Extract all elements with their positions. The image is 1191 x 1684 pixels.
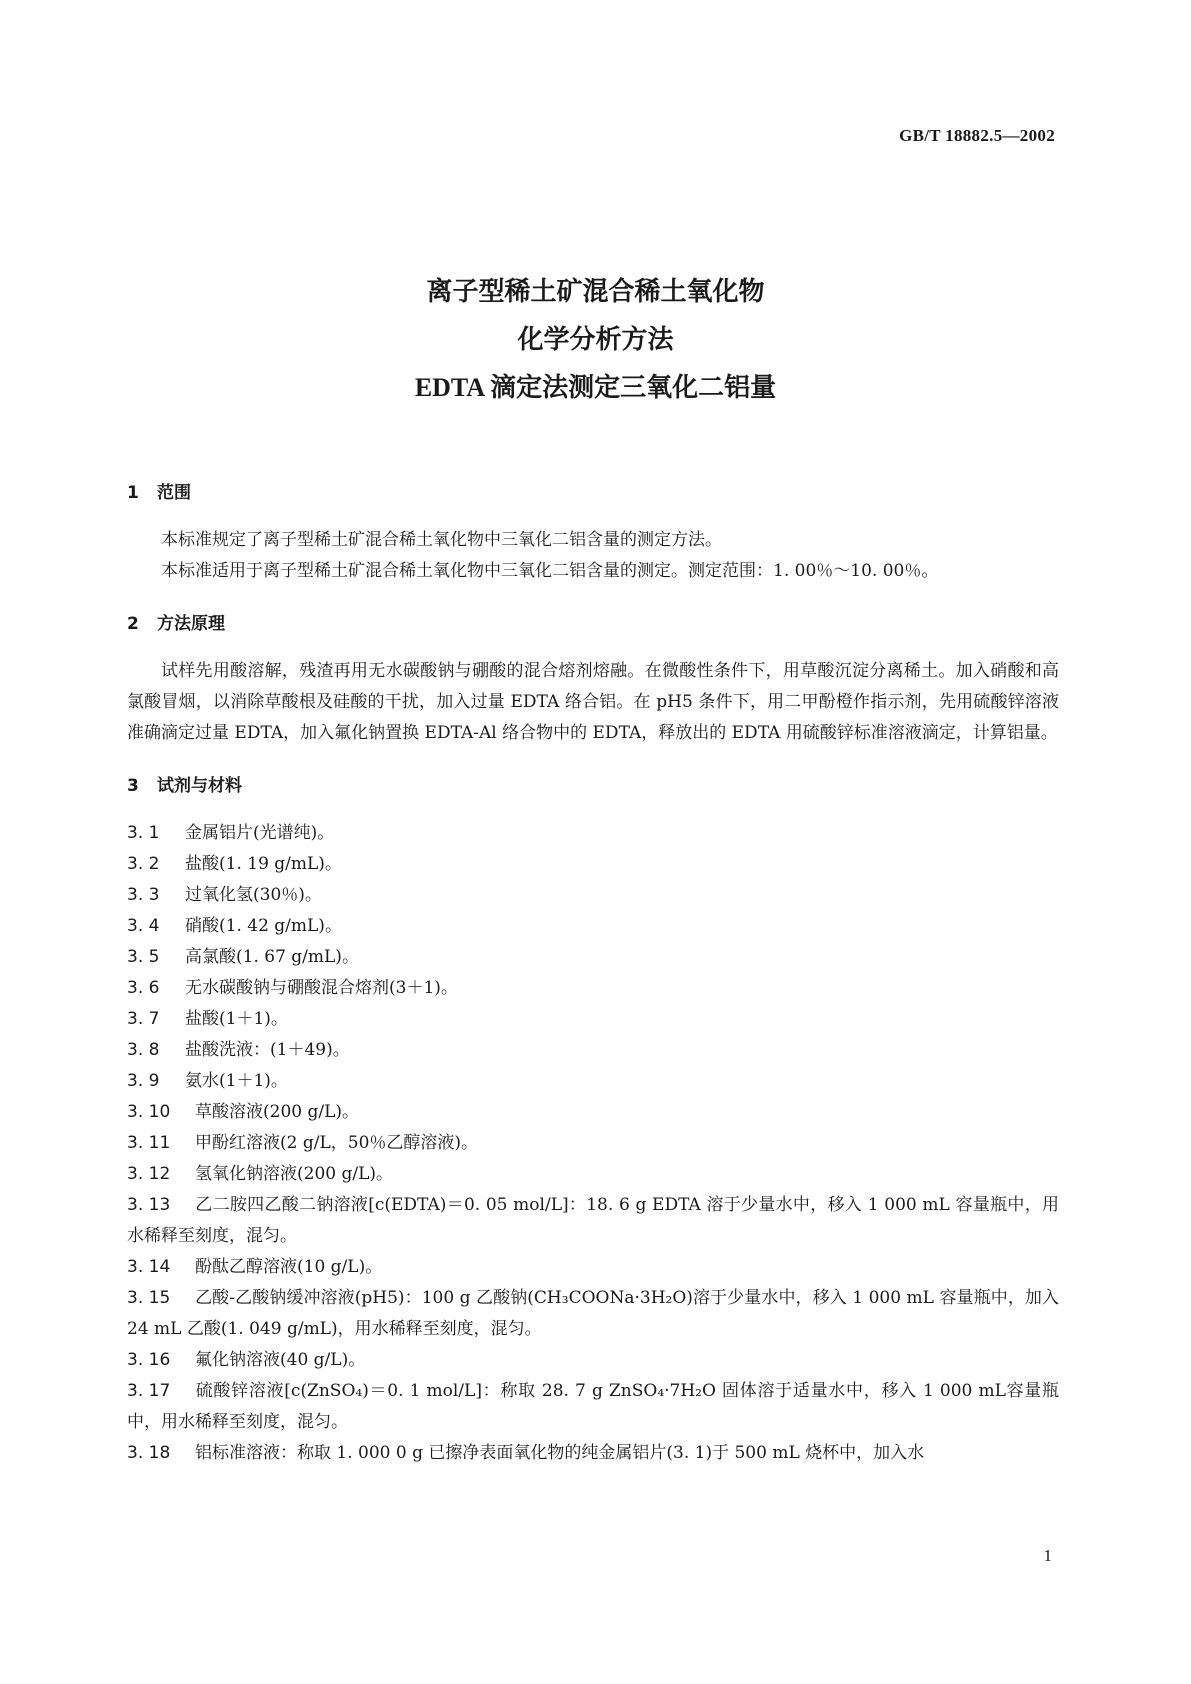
list-item bbox=[127, 911, 1059, 942]
item-text: 盐酸(1. 19 g/mL)。 bbox=[185, 854, 342, 874]
document-body bbox=[127, 478, 1059, 1469]
item-text: 氢氧化钠溶液(200 g/L)。 bbox=[195, 1164, 394, 1184]
list-item bbox=[127, 1159, 1059, 1190]
item-number: 3. 13 bbox=[127, 1195, 171, 1215]
section-title: 试剂与材料 bbox=[157, 776, 242, 796]
item-text: 乙酸-乙酸钠缓冲溶液(pH5)：100 g 乙酸钠(CH₃COONa·3H₂O)溶于少量水中，移入 1 000 mL 容量瓶中，加入 24 mL 乙酸(1. 049 g/mL)，用水稀释至刻度，混匀。 bbox=[127, 1288, 1059, 1339]
item-text: 盐酸(1＋1)。 bbox=[185, 1009, 288, 1029]
list-item bbox=[127, 880, 1059, 911]
item-text: 盐酸洗液：(1＋49)。 bbox=[185, 1040, 350, 1060]
standard-code: GB/T 18882.5—2002 bbox=[899, 126, 1055, 145]
list-item bbox=[127, 1438, 1059, 1469]
item-number: 3. 17 bbox=[127, 1381, 171, 1401]
item-text: 乙二胺四乙酸二钠溶液[c(EDTA)＝0. 05 mol/L]：18. 6 g EDTA 溶于少量水中，移入 1 000 mL 容量瓶中，用水稀释至刻度，混匀。 bbox=[127, 1195, 1059, 1246]
item-number: 3. 8 bbox=[127, 1040, 160, 1060]
item-number: 3. 7 bbox=[127, 1009, 160, 1029]
list-item bbox=[127, 849, 1059, 880]
item-number: 3. 2 bbox=[127, 854, 160, 874]
section-number: 2 bbox=[127, 614, 139, 634]
list-item bbox=[127, 1097, 1059, 1128]
list-item bbox=[127, 1004, 1059, 1035]
list-item bbox=[127, 1345, 1059, 1376]
item-text: 酚酞乙醇溶液(10 g/L)。 bbox=[195, 1257, 383, 1277]
item-number: 3. 16 bbox=[127, 1350, 171, 1370]
section-number: 3 bbox=[127, 776, 139, 796]
item-number: 3. 12 bbox=[127, 1164, 171, 1184]
item-text: 硝酸(1. 42 g/mL)。 bbox=[185, 916, 342, 936]
item-number: 3. 6 bbox=[127, 978, 160, 998]
item-number: 3. 3 bbox=[127, 885, 160, 905]
document-title bbox=[0, 268, 1191, 412]
title-line-2: 化学分析方法 bbox=[517, 325, 674, 355]
paragraph: 本标准适用于离子型稀土矿混合稀土氧化物中三氧化二铝含量的测定。测定范围：1. 00％～10. 00％。 bbox=[161, 561, 939, 581]
section-heading-scope bbox=[127, 478, 1059, 503]
item-number: 3. 9 bbox=[127, 1071, 160, 1091]
list-item bbox=[127, 973, 1059, 1004]
list-item bbox=[127, 1376, 1059, 1438]
item-text: 过氧化氢(30％)。 bbox=[185, 885, 322, 905]
list-item bbox=[127, 1066, 1059, 1097]
item-number: 3. 10 bbox=[127, 1102, 171, 1122]
list-item bbox=[127, 1283, 1059, 1345]
item-text: 氨水(1＋1)。 bbox=[185, 1071, 288, 1091]
title-line-3: EDTA 滴定法测定三氧化二铝量 bbox=[414, 373, 777, 402]
item-number: 3. 18 bbox=[127, 1443, 171, 1463]
item-text: 甲酚红溶液(2 g/L，50％乙醇溶液)。 bbox=[195, 1133, 479, 1153]
paragraph: 本标准规定了离子型稀土矿混合稀土氧化物中三氧化二铝含量的测定方法。 bbox=[161, 530, 722, 550]
section-heading-principle bbox=[127, 609, 1059, 634]
section-number: 1 bbox=[127, 483, 139, 503]
item-number: 3. 5 bbox=[127, 947, 160, 967]
title-line-1: 离子型稀土矿混合稀土氧化物 bbox=[426, 277, 765, 307]
paragraph: 试样先用酸溶解，残渣再用无水碳酸钠与硼酸的混合熔剂熔融。在微酸性条件下，用草酸沉淀分离稀土。加入硝酸和高氯酸冒烟，以消除草酸根及硅酸的干扰，加入过量 EDTA 络合铝。在 pH5 条件下，用二甲酚橙作指示剂，先用硫酸锌溶液准确滴定过量 EDTA，加入氟化钠置换 EDTA-Al 络合物中的 EDTA，释放出的 EDTA 用硫酸锌标准溶液滴定，计算铝量。 bbox=[127, 661, 1059, 743]
item-text: 铝标准溶液：称取 1. 000 0 g 已擦净表面氧化物的纯金属铝片(3. 1)于 500 mL 烧杯中，加入水 bbox=[195, 1443, 925, 1463]
section-title: 范围 bbox=[157, 483, 191, 503]
item-text: 氟化钠溶液(40 g/L)。 bbox=[195, 1350, 366, 1370]
item-number: 3. 15 bbox=[127, 1288, 171, 1308]
item-text: 高氯酸(1. 67 g/mL)。 bbox=[185, 947, 359, 967]
item-text: 草酸溶液(200 g/L)。 bbox=[195, 1102, 360, 1122]
list-item bbox=[127, 1035, 1059, 1066]
section-heading-reagents bbox=[127, 771, 1059, 796]
item-text: 硫酸锌溶液[c(ZnSO₄)＝0. 1 mol/L]：称取 28. 7 g ZnSO₄·7H₂O 固体溶于适量水中，移入 1 000 mL容量瓶中，用水稀释至刻度，混匀。 bbox=[127, 1381, 1059, 1432]
list-item bbox=[127, 942, 1059, 973]
item-number: 3. 4 bbox=[127, 916, 160, 936]
item-number: 3. 11 bbox=[127, 1133, 171, 1153]
list-item bbox=[127, 818, 1059, 849]
section-title: 方法原理 bbox=[157, 614, 225, 634]
reagent-list bbox=[127, 818, 1059, 1469]
item-number: 3. 14 bbox=[127, 1257, 171, 1277]
page-number: 1 bbox=[1043, 1546, 1052, 1565]
item-number: 3. 1 bbox=[127, 823, 160, 843]
list-item bbox=[127, 1252, 1059, 1283]
item-text: 金属铝片(光谱纯)。 bbox=[185, 823, 335, 843]
list-item bbox=[127, 1128, 1059, 1159]
item-text: 无水碳酸钠与硼酸混合熔剂(3＋1)。 bbox=[185, 978, 458, 998]
list-item bbox=[127, 1190, 1059, 1252]
